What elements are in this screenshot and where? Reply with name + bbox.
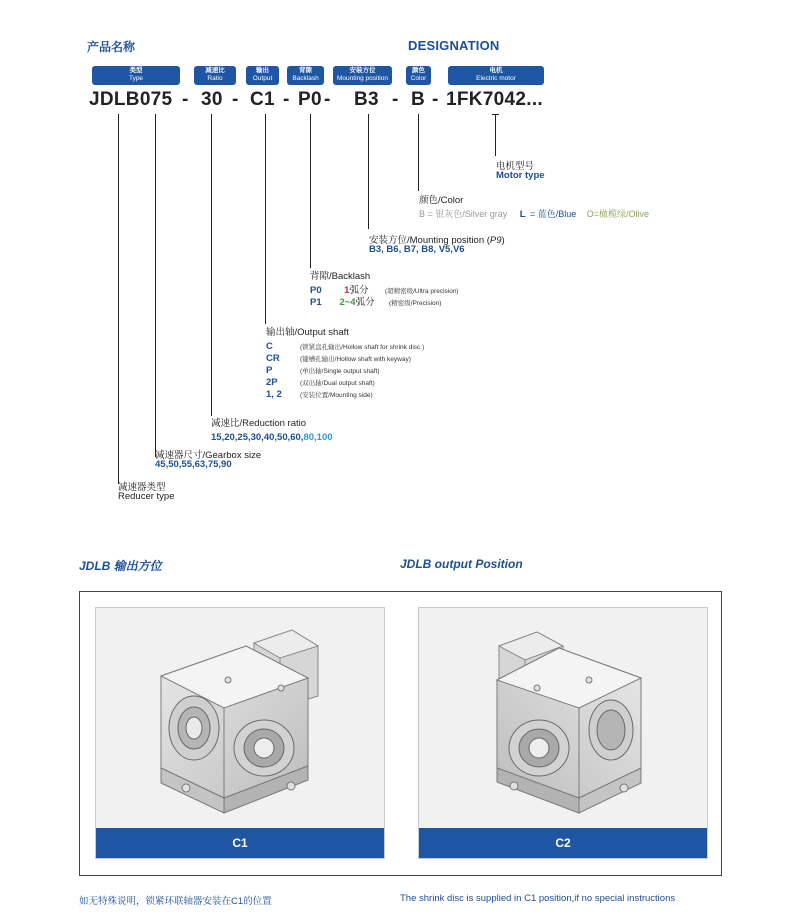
ratio-values bbox=[211, 427, 333, 443]
mounting-title-text: 安装方位/Mounting position ( bbox=[369, 235, 490, 246]
output-desc: (安装位置/Mounting side) bbox=[300, 392, 373, 399]
heading-cn: 产品名称 bbox=[87, 40, 136, 54]
leader-ratio bbox=[211, 114, 212, 416]
tag-output-en: Output bbox=[252, 74, 273, 82]
color-silver: B = 银灰色/Silver gray bbox=[419, 209, 508, 219]
color-options bbox=[419, 204, 649, 220]
tag-motor-cn: 电机 bbox=[489, 67, 503, 74]
leader-size bbox=[155, 114, 156, 457]
footer-note-cn: 如无特殊说明，锁紧环联轴器安装在C1的位置 bbox=[79, 896, 272, 907]
leader-type bbox=[118, 114, 119, 484]
panel-c2-label: C2 bbox=[419, 828, 707, 858]
color-title: 颜色/Color bbox=[419, 195, 464, 206]
backlash-title: 背隙/Backlash bbox=[310, 271, 371, 282]
mounting-values: B3, B6, B7, B8, V5,V6 bbox=[369, 244, 465, 255]
backlash-key: P1 bbox=[310, 297, 322, 308]
tag-output-cn: 输出 bbox=[256, 67, 269, 74]
gearbox-c2-image bbox=[419, 608, 707, 828]
output-key: C bbox=[266, 341, 273, 352]
leader-color bbox=[418, 114, 419, 191]
motor-label-en: Motor type bbox=[496, 170, 545, 181]
tag-mounting-en: Mounting position bbox=[337, 74, 388, 82]
tag-mounting bbox=[333, 66, 392, 85]
output-key: CR bbox=[266, 353, 280, 364]
backlash-unit: 弧分 bbox=[349, 285, 369, 296]
section-title-en: JDLB output Position bbox=[400, 557, 523, 571]
leader-backlash bbox=[310, 114, 311, 268]
gearbox-c1-image bbox=[96, 608, 384, 828]
code-type: JDLB075 bbox=[89, 89, 173, 110]
ratio-title: 减速比/Reduction ratio bbox=[211, 418, 307, 429]
code-sep-3: - bbox=[283, 89, 290, 110]
output-desc: (键槽孔输出/Hollow shaft with keyway) bbox=[300, 356, 411, 363]
tag-color-cn: 颜色 bbox=[412, 67, 425, 74]
ratio-values-main: 15,20,25,30,40,50,60, bbox=[211, 432, 304, 443]
code-sep-2: - bbox=[232, 89, 239, 110]
code-ratio: 30 bbox=[201, 89, 223, 110]
backlash-key: P0 bbox=[310, 285, 322, 296]
size-title: 减速器尺寸/Gearbox size bbox=[155, 450, 262, 461]
tag-color bbox=[406, 66, 431, 85]
section-title-cn: JDLB 输出方位 bbox=[79, 559, 162, 573]
output-desc: (锁紧盘孔输出/Hollow shaft for shrink disc ) bbox=[300, 344, 425, 351]
code-sep-4: - bbox=[324, 89, 331, 110]
backlash-value: 1 bbox=[344, 285, 350, 296]
tag-type-en: Type bbox=[128, 74, 144, 82]
leader-motor bbox=[495, 114, 496, 156]
code-sep-5: - bbox=[392, 89, 399, 110]
output-desc: (单出轴/Single output shaft) bbox=[300, 368, 380, 375]
tag-motor bbox=[448, 66, 544, 85]
mounting-title-end: ) bbox=[501, 235, 505, 246]
output-row bbox=[266, 336, 425, 352]
ratio-values-ext: 80,100 bbox=[303, 432, 333, 443]
output-row bbox=[266, 384, 373, 400]
tag-motor-en: Electric motor bbox=[476, 74, 516, 82]
tag-ratio-en: Ratio bbox=[207, 74, 223, 82]
output-key: P bbox=[266, 365, 273, 376]
backlash-desc: (超精密级/Ultra precision) bbox=[384, 288, 459, 295]
tag-backlash-en: Backlash bbox=[292, 74, 319, 82]
tag-backlash-cn: 背隙 bbox=[299, 67, 312, 74]
tag-mounting-cn: 安装方位 bbox=[349, 67, 376, 74]
tag-output bbox=[246, 66, 279, 85]
code-motor: 1FK7042... bbox=[446, 89, 543, 110]
reducer-title-cn: 减速器类型 bbox=[118, 482, 166, 493]
code-sep-6: - bbox=[432, 89, 439, 110]
backlash-row-p0 bbox=[310, 280, 459, 296]
output-desc: (双出轴/Dual output shaft) bbox=[300, 380, 375, 387]
color-blue-key: L bbox=[519, 209, 526, 220]
heading-designation: DESIGNATION bbox=[408, 38, 500, 53]
color-olive: O=橄榄绿/Olive bbox=[586, 209, 649, 219]
reducer-title-en: Reducer type bbox=[118, 491, 175, 502]
backlash-unit: 弧分 bbox=[355, 297, 375, 308]
output-key: 1, 2 bbox=[266, 389, 282, 400]
output-row bbox=[266, 360, 380, 376]
output-row bbox=[266, 348, 411, 364]
backlash-row-p1 bbox=[310, 292, 442, 308]
leader-mounting bbox=[368, 114, 369, 229]
motor-label-cn: 电机型号 bbox=[496, 161, 535, 172]
tag-color-en: Color bbox=[410, 74, 427, 82]
footer-note-en: The shrink disc is supplied in C1 position,if no special instructions bbox=[400, 893, 676, 904]
tag-backlash bbox=[287, 66, 324, 85]
code-mounting: B3 bbox=[354, 89, 379, 110]
tag-ratio-cn: 减速比 bbox=[205, 67, 225, 74]
tag-type bbox=[92, 66, 180, 85]
size-values: 45,50,55,63,75,90 bbox=[155, 459, 232, 470]
tag-ratio bbox=[194, 66, 236, 85]
code-backlash: P0 bbox=[298, 89, 322, 110]
color-blue: = 蓝色/Blue bbox=[530, 209, 577, 219]
panel-c1-label: C1 bbox=[96, 828, 384, 858]
backlash-desc: (精密级/Precision) bbox=[389, 300, 442, 307]
output-title: 输出轴/Output shaft bbox=[266, 327, 349, 338]
code-output: C1 bbox=[250, 89, 275, 110]
leader-output bbox=[265, 114, 266, 324]
tag-type-cn: 类型 bbox=[129, 67, 143, 74]
panel-c1 bbox=[95, 607, 385, 859]
code-color: B bbox=[411, 89, 426, 110]
backlash-value: 2~4 bbox=[339, 297, 356, 308]
mounting-title-em: P9 bbox=[489, 235, 502, 246]
panel-c2 bbox=[418, 607, 708, 859]
output-key: 2P bbox=[266, 377, 278, 388]
code-sep-1: - bbox=[182, 89, 189, 110]
output-row bbox=[266, 372, 375, 388]
